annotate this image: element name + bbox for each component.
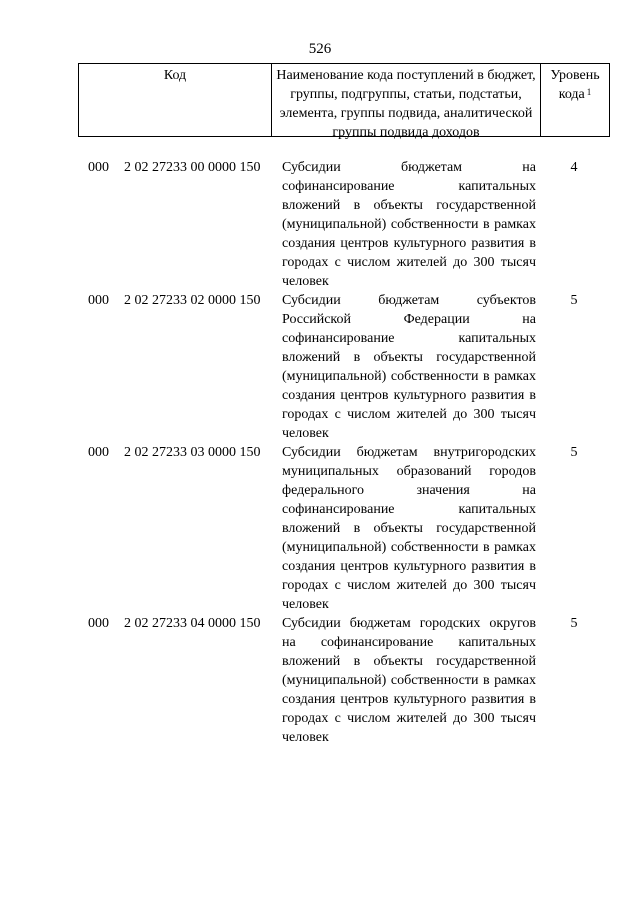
row-level: 5 [570, 445, 578, 460]
table-row [0, 291, 640, 443]
row-level: 4 [570, 160, 578, 175]
row-admin-code: 000 [88, 293, 109, 308]
page-number: 526 [308, 41, 332, 57]
header-code: Код [79, 64, 272, 136]
table-row [0, 614, 640, 747]
row-name: Субсидии бюджетам городских округов на софинансирование капитальных вложений в объекты государственной (муниципальной) собственности в рамках создания центров культурного развития в городах с числом жителей до 300 тысяч человек [282, 616, 536, 745]
table-header [78, 63, 610, 140]
row-name: Субсидии бюджетам на софинансирование капитальных вложений в объекты государственной (муниципальной) собственности в рамках создания центров культурного развития в городах с числом жителей до 300 тысяч человек [282, 160, 536, 289]
row-admin-code: 000 [88, 616, 109, 631]
row-income-code: 2 02 27233 00 0000 150 [124, 160, 261, 175]
row-name: Субсидии бюджетам субъектов Российской Федерации на софинансирование капитальных вложений в объекты государственной (муниципальной) собственности в рамках создания центров культурного развития в городах с числом жителей до 300 тысяч человек [282, 293, 536, 441]
header-name: Наименование кода поступлений в бюджет, группы, подгруппы, статьи, подстатьи, элемента, группы подвида, аналитической группы подвида доходов [272, 64, 541, 136]
header-level [541, 64, 609, 136]
row-name: Субсидии бюджетам внутригородских муниципальных образований городов федерального значения на софинансирование капитальных вложений в объекты государственной (муниципальной) собственности в рамках создания центров культурного развития в городах с числом жителей до 300 тысяч человек [282, 445, 536, 612]
header-level-label: Уровень кода [550, 68, 600, 102]
table-body [0, 158, 640, 747]
row-income-code: 2 02 27233 03 0000 150 [124, 445, 261, 460]
row-admin-code: 000 [88, 445, 109, 460]
header-level-footnote: 1 [586, 87, 592, 97]
row-level: 5 [570, 616, 578, 631]
table-row [0, 158, 640, 291]
row-income-code: 2 02 27233 02 0000 150 [124, 293, 261, 308]
table-row [0, 443, 640, 614]
row-admin-code: 000 [88, 160, 109, 175]
row-level: 5 [570, 293, 578, 308]
row-income-code: 2 02 27233 04 0000 150 [124, 616, 261, 631]
